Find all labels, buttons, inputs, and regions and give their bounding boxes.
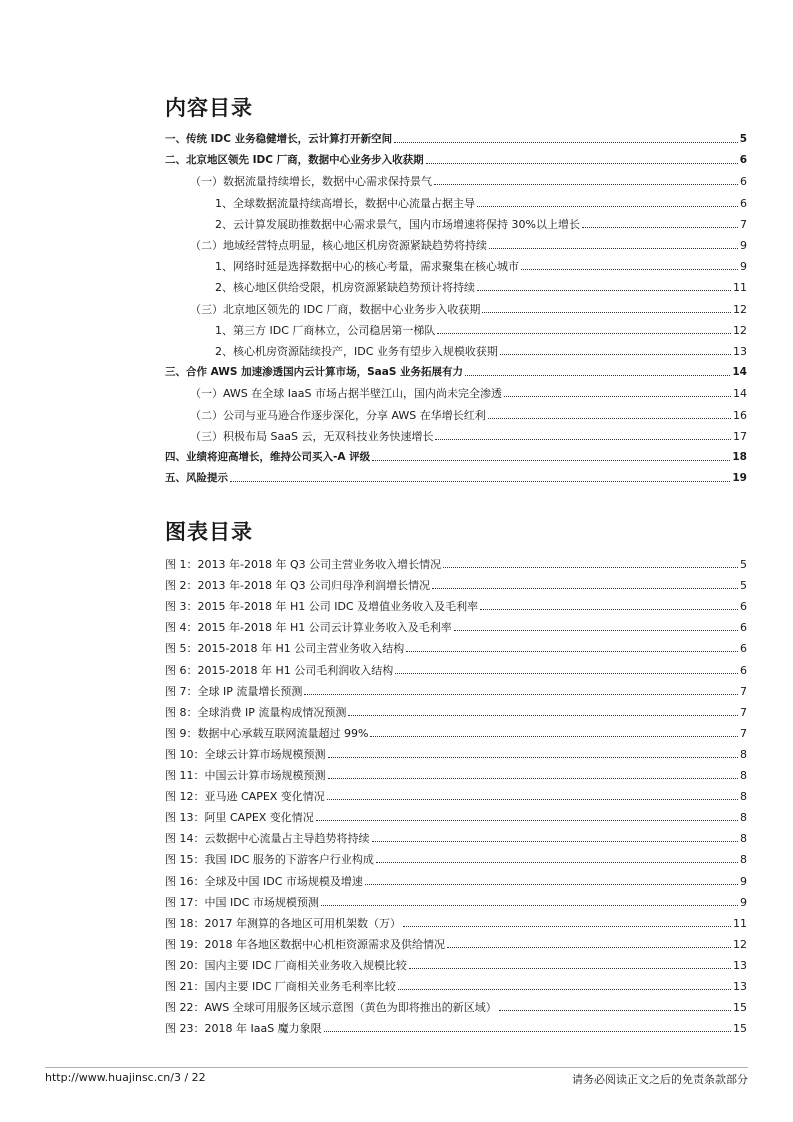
figure-entry-page: 8: [740, 811, 747, 825]
dot-leader: [321, 905, 738, 906]
figure-entry[interactable]: [165, 722, 747, 740]
toc-entry[interactable]: [165, 149, 747, 167]
figure-entry[interactable]: [165, 827, 747, 845]
figure-entry[interactable]: [165, 743, 747, 761]
dot-leader: [582, 227, 738, 228]
dot-leader: [304, 694, 738, 695]
toc-entry[interactable]: [165, 361, 747, 379]
figure-entry-title: 图 23：2018 年 IaaS 魔力象限: [165, 1022, 322, 1036]
figure-entry-page: 7: [740, 684, 747, 698]
figure-entry-page: 7: [740, 705, 747, 719]
dot-leader: [376, 862, 738, 863]
toc-entry[interactable]: [215, 213, 747, 231]
figure-entry-page: 13: [733, 958, 747, 972]
dot-leader: [480, 609, 738, 610]
toc-entry-page: 9: [740, 260, 747, 274]
dot-leader: [372, 460, 730, 461]
figure-entry-page: 12: [733, 937, 747, 951]
toc-heading: 内容目录: [165, 96, 253, 120]
toc-entry-page: 16: [733, 408, 747, 422]
figure-entry-title: 图 18：2017 年测算的各地区可用机架数（万）: [165, 916, 401, 930]
figure-entry[interactable]: [165, 680, 747, 698]
toc-entry-title: 2、核心地区供给受限，机房资源紧缺趋势预计将持续: [215, 281, 475, 295]
figure-entry-page: 8: [740, 832, 747, 846]
toc-entry-page: 6: [740, 196, 747, 210]
dot-leader: [324, 1031, 731, 1032]
toc-entry-title: 1、网络时延是选择数据中心的核心考量，需求聚集在核心城市: [215, 260, 519, 274]
toc-entry-title: （二）地域经营特点明显，核心地区机房资源紧缺趋势将持续: [190, 239, 487, 252]
figure-entry[interactable]: [165, 891, 747, 909]
figure-entry-title: 图 21：国内主要 IDC 厂商相关业务毛利率比较: [165, 980, 396, 993]
toc-entry[interactable]: [190, 298, 747, 316]
toc-entry-title: 2、云计算发展助推数据中心需求景气，国内市场增速将保持 30%以上增长: [215, 217, 580, 231]
figure-entry[interactable]: [165, 870, 747, 888]
toc-entry[interactable]: [190, 234, 747, 252]
figure-entry-title: 图 11：中国云计算市场规模预测: [165, 769, 326, 782]
dot-leader: [365, 884, 738, 885]
figure-entry[interactable]: [165, 764, 747, 782]
dot-leader: [477, 290, 731, 291]
figure-entry-title: 图 13：阿里 CAPEX 变化情况: [165, 811, 314, 825]
figure-entry-page: 6: [740, 663, 747, 677]
toc-entry[interactable]: [165, 467, 747, 485]
figure-entry-page: 13: [733, 980, 747, 993]
dot-leader: [398, 989, 731, 990]
toc-entry-page: 9: [740, 239, 747, 252]
figure-entry-page: 5: [740, 579, 747, 593]
dot-leader: [406, 651, 738, 652]
dot-leader: [477, 206, 738, 207]
figure-entry[interactable]: [165, 701, 747, 719]
figure-entry[interactable]: [165, 659, 747, 677]
dot-leader: [499, 1010, 731, 1011]
figure-entry-title: 图 15：我国 IDC 服务的下游客户行业构成: [165, 853, 374, 867]
dot-leader: [372, 841, 739, 842]
toc-entry[interactable]: [215, 192, 747, 210]
figure-entry-page: 9: [740, 895, 747, 909]
dot-leader: [488, 418, 731, 419]
figure-entry-title: 图 6：2015-2018 年 H1 公司毛利润收入结构: [165, 663, 394, 677]
footer-disclaimer: 请务必阅读正文之后的免责条款部分: [572, 1073, 748, 1086]
toc-entry-page: 13: [733, 345, 747, 358]
figure-entry-title: 图 2：2013 年-2018 年 Q3 公司归母净利润增长情况: [165, 579, 431, 593]
toc-entry[interactable]: [215, 340, 747, 358]
toc-entry-page: 12: [733, 302, 747, 316]
dot-leader: [489, 248, 738, 249]
toc-entry-page: 17: [733, 429, 747, 443]
figure-entry-title: 图 19：2018 年各地区数据中心机柜资源需求及供给情况: [165, 937, 445, 951]
toc-entry[interactable]: [190, 425, 747, 443]
dot-leader: [328, 778, 739, 779]
figure-entry-page: 8: [740, 769, 747, 782]
toc-entry-page: 19: [732, 472, 747, 485]
figure-entry[interactable]: [165, 637, 747, 655]
dot-leader: [443, 567, 738, 568]
figure-entry[interactable]: [165, 553, 747, 571]
toc-entry[interactable]: [165, 446, 747, 464]
dot-leader: [434, 184, 738, 185]
toc-entry-page: 7: [740, 217, 747, 231]
figure-entry[interactable]: [165, 595, 747, 613]
toc-entry[interactable]: [215, 319, 747, 337]
toc-entry-title: 2、核心机房资源陆续投产，IDC 业务有望步入规模收获期: [215, 345, 498, 358]
dot-leader: [316, 820, 738, 821]
toc-entry-title: （二）公司与亚马逊合作逐步深化，分享 AWS 在华增长红利: [190, 408, 486, 422]
dot-leader: [435, 439, 731, 440]
figure-entry-page: 9: [740, 874, 747, 888]
toc-entry[interactable]: [215, 276, 747, 294]
dot-leader: [395, 673, 738, 674]
dot-leader: [348, 715, 738, 716]
toc-entry-page: 6: [740, 175, 747, 189]
toc-entry-title: 四、业绩将迎高增长，维持公司买入-A 评级: [165, 451, 371, 463]
figure-entry-page: 8: [740, 790, 747, 804]
toc-entry-title: （一）数据流量持续增长，数据中心需求保持景气: [190, 175, 432, 189]
dot-leader: [230, 481, 730, 482]
figure-entry-title: 图 12：亚马逊 CAPEX 变化情况: [165, 790, 325, 804]
figure-entry[interactable]: [165, 933, 747, 951]
figure-entry-page: 8: [740, 747, 747, 761]
toc-entry-title: 三、合作 AWS 加速渗透国内云计算市场，SaaS 业务拓展有力: [165, 366, 464, 379]
dot-leader: [482, 312, 731, 313]
dot-leader: [328, 757, 739, 758]
figure-entry[interactable]: [165, 912, 747, 930]
figure-entry[interactable]: [165, 785, 747, 803]
figure-entry[interactable]: [165, 1017, 747, 1035]
figure-entry[interactable]: [165, 574, 747, 592]
figure-entry-page: 15: [733, 1001, 747, 1015]
dot-leader: [370, 736, 738, 737]
toc-entry-title: 1、第三方 IDC 厂商林立，公司稳居第一梯队: [215, 323, 436, 337]
figure-entry[interactable]: [165, 616, 747, 634]
figure-entry-title: 图 8：全球消费 IP 流量构成情况预测: [165, 705, 347, 719]
toc-entry[interactable]: [190, 170, 747, 188]
figure-entry-page: 6: [740, 642, 747, 656]
toc-entry[interactable]: [190, 382, 747, 400]
toc-entry-page: 14: [732, 366, 747, 379]
figure-entry-title: 图 3：2015 年-2018 年 H1 公司 IDC 及增值业务收入及毛利率: [165, 600, 479, 614]
footer-url[interactable]: http://www.huajinsc.cn/3 / 22: [45, 1071, 206, 1084]
figure-entry-title: 图 4：2015 年-2018 年 H1 公司云计算业务收入及毛利率: [165, 621, 452, 635]
toc-entry-title: 一、传统 IDC 业务稳健增长，云计算打开新空间: [165, 133, 393, 145]
toc-entry-page: 11: [733, 281, 747, 295]
figure-entry-title: 图 16：全球及中国 IDC 市场规模及增速: [165, 874, 363, 888]
figure-entry-title: 图 17：中国 IDC 市场规模预测: [165, 895, 319, 909]
figure-entry-page: 7: [740, 726, 747, 740]
dot-leader: [432, 588, 738, 589]
toc-entry-page: 12: [733, 323, 747, 337]
figure-entry-title: 图 10：全球云计算市场规模预测: [165, 747, 326, 761]
figure-entry-title: 图 5：2015-2018 年 H1 公司主营业务收入结构: [165, 642, 405, 656]
figure-entry-title: 图 9：数据中心承载互联网流量超过 99%: [165, 726, 369, 740]
toc-entry-page: 5: [739, 133, 747, 145]
dot-leader: [403, 926, 731, 927]
dot-leader: [394, 142, 738, 143]
toc-entry-title: 五、风险提示: [165, 472, 228, 485]
toc-entry-title: （三）北京地区领先的 IDC 厂商，数据中心业务步入收获期: [190, 302, 481, 316]
figure-entry-page: 15: [733, 1022, 747, 1036]
toc-entry-page: 6: [739, 154, 747, 167]
toc-entry-page: 18: [732, 451, 747, 463]
figure-entry-page: 5: [740, 558, 747, 571]
figure-entry[interactable]: [165, 848, 747, 866]
dot-leader: [504, 396, 731, 397]
footer-divider: [45, 1067, 748, 1068]
dot-leader: [454, 630, 738, 631]
toc-entry[interactable]: [215, 255, 747, 273]
toc-entry-title: 二、北京地区领先 IDC 厂商，数据中心业务步入收获期: [165, 154, 424, 167]
figure-entry[interactable]: [165, 806, 747, 824]
figure-entry[interactable]: [165, 954, 747, 972]
dot-leader: [437, 333, 731, 334]
dot-leader: [426, 163, 738, 164]
figure-entry-title: 图 14：云数据中心流量占主导趋势将持续: [165, 832, 370, 846]
figure-entry-page: 6: [740, 621, 747, 635]
toc-entry[interactable]: [190, 404, 747, 422]
dot-leader: [327, 799, 738, 800]
figure-entry-page: 11: [733, 916, 747, 930]
toc-entry-title: （三）积极布局 SaaS 云，无双科技业务快速增长: [190, 429, 434, 443]
figure-entry-title: 图 20：国内主要 IDC 厂商相关业务收入规模比较: [165, 958, 407, 972]
dot-leader: [465, 375, 730, 376]
figure-entry-page: 6: [740, 600, 747, 614]
figure-entry-title: 图 22：AWS 全球可用服务区域示意图（黄色为即将推出的新区域）: [165, 1001, 497, 1015]
toc-entry[interactable]: [165, 128, 747, 146]
figure-entry-title: 图 1：2013 年-2018 年 Q3 公司主营业务收入增长情况: [165, 558, 442, 571]
figures-heading: 图表目录: [165, 520, 253, 544]
figure-entry[interactable]: [165, 975, 747, 993]
figure-entry[interactable]: [165, 996, 747, 1014]
dot-leader: [500, 354, 731, 355]
dot-leader: [521, 269, 738, 270]
toc-entry-title: （一）AWS 在全球 IaaS 市场占据半壁江山，国内尚未完全渗透: [190, 387, 502, 401]
dot-leader: [409, 968, 731, 969]
figure-entry-title: 图 7：全球 IP 流量增长预测: [165, 684, 303, 698]
dot-leader: [447, 947, 731, 948]
toc-entry-page: 14: [733, 387, 747, 401]
figure-entry-page: 8: [740, 853, 747, 867]
toc-entry-title: 1、全球数据流量持续高增长，数据中心流量占据主导: [215, 196, 475, 210]
